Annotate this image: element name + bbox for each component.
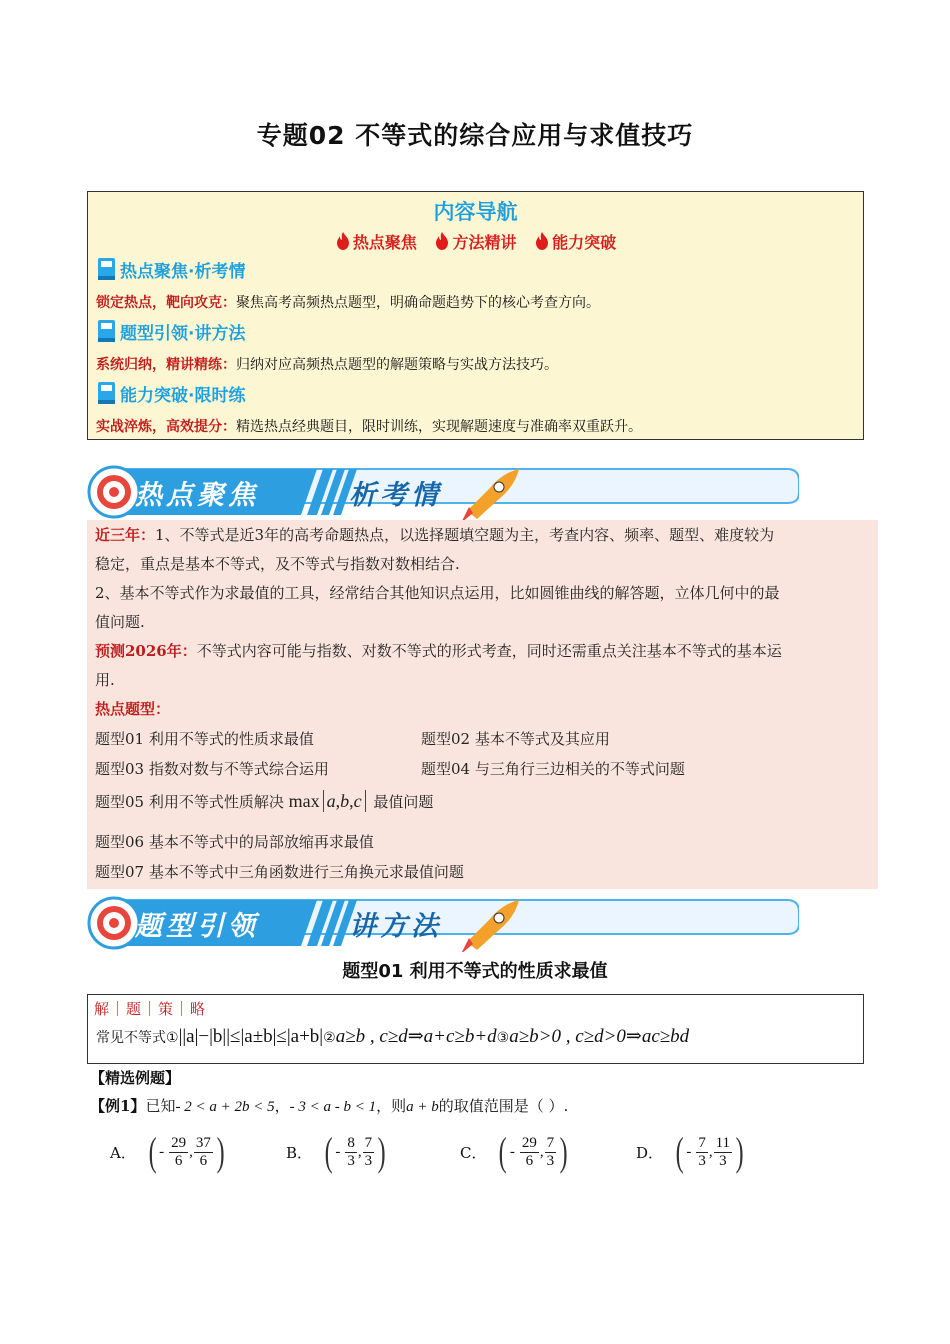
nav-section-title: 题型引领·讲方法 — [96, 316, 245, 346]
max-expression: max a,b,c — [289, 791, 369, 811]
option-c[interactable]: C． ( - $\frac{29}{6}$ , $\frac{7}{3}$ ) — [460, 1129, 568, 1174]
nav-section-title: 热点聚焦·析考情 — [96, 254, 245, 284]
hot-type-item: 题型01 利用不等式的性质求最值 — [95, 730, 314, 748]
method-heading: 解｜题｜策｜略 — [94, 1000, 207, 1018]
content-navigation-box — [87, 191, 864, 440]
hot-type-item: 题型05 利用不等式性质解决 max a,b,c 最值问题 — [95, 791, 434, 811]
banner-method-right: 讲方法 — [349, 911, 442, 942]
common-inequalities: 常见不等式①||a|−|b||≤|a±b|≤|a+b|②a≥b , c≥d⇒a+c≥b+d③a≥b>0 , c≥d>0⇒ac≥bd — [96, 1026, 690, 1047]
hot-type-item: 题型04 与三角行三边相关的不等式问题 — [421, 760, 685, 778]
nav-heading: 内容导航 — [433, 200, 518, 224]
hot-types-label: 热点题型： — [95, 700, 171, 718]
nav-tag-ability: 能力突破 — [534, 230, 616, 253]
hot-line: 2、基本不等式作为求最值的工具，经常结合其他知识点运用，比如圆锥曲线的解答题，立体几何中的最 — [95, 584, 780, 602]
hot-line: 用. — [95, 671, 115, 689]
hot-type-item: 题型07 基本不等式中三角函数进行三角换元求最值问题 — [95, 863, 464, 881]
hotspot-analysis-box — [87, 520, 878, 889]
example-question: 【例1】已知- 2 < a + 2b < 5，- 3 < a - b < 1，则a + b的取值范围是（ ）. — [90, 1097, 569, 1115]
hot-line: 值问题. — [95, 613, 145, 631]
banner-method — [87, 894, 799, 952]
hot-line: 近三年：1、不等式是近3年的高考命题热点，以选择题填空题为主，考查内容、频率、题型、难度较为 — [95, 526, 775, 544]
nav-section-desc: 锁定热点，靶向攻克：聚焦高考高频热点题型，明确命题趋势下的核心考查方向。 — [96, 295, 600, 311]
nav-section-desc: 系统归纳，精讲精练：归纳对应高频热点题型的解题策略与实战方法技巧。 — [96, 357, 558, 373]
nav-tags — [88, 230, 863, 253]
nav-section-desc: 实战淬炼，高效提分：精选热点经典题目，限时训练，实现解题速度与准确率双重跃升。 — [96, 419, 642, 435]
method-strategy-box — [87, 994, 864, 1064]
option-a[interactable]: A． ( - $\frac{29}{6}$ , $\frac{37}{6}$ ) — [110, 1129, 225, 1174]
banner-hotspot-right: 析考情 — [349, 480, 442, 511]
examples-heading: 【精选例题】 — [90, 1069, 181, 1087]
flame-icon — [434, 231, 450, 251]
banner-method-left: 题型引领 — [135, 911, 259, 942]
option-d[interactable]: D． ( - $\frac{7}{3}$ , $\frac{11}{3}$ ) — [636, 1129, 744, 1174]
hot-type-item: 题型02 基本不等式及其应用 — [421, 730, 610, 748]
book-icon — [96, 318, 118, 344]
section-title: 题型01 利用不等式的性质求最值 — [342, 961, 608, 982]
nav-section-title: 能力突破·限时练 — [96, 378, 245, 408]
hot-line: 预测2026年：不等式内容可能与指数、对数不等式的形式考查，同时还需重点关注基本不等式的基本运 — [95, 642, 782, 660]
flame-icon — [534, 231, 550, 251]
book-icon — [96, 380, 118, 406]
hot-type-item: 题型06 基本不等式中的局部放缩再求最值 — [95, 833, 374, 851]
banner-hotspot-left: 热点聚焦 — [135, 480, 259, 511]
nav-tag-method: 方法精讲 — [434, 230, 516, 253]
flame-icon — [335, 231, 351, 251]
book-icon — [96, 256, 118, 282]
page-title: 专题02 不等式的综合应用与求值技巧 — [256, 121, 694, 150]
option-b[interactable]: B． ( - $\frac{8}{3}$ , $\frac{7}{3}$ ) — [286, 1129, 386, 1174]
nav-tag-hotspot: 热点聚焦 — [335, 230, 417, 253]
hot-line: 稳定，重点是基本不等式，及不等式与指数对数相结合. — [95, 555, 460, 573]
hot-type-item: 题型03 指数对数与不等式综合运用 — [95, 760, 329, 778]
banner-hotspot — [87, 463, 799, 521]
